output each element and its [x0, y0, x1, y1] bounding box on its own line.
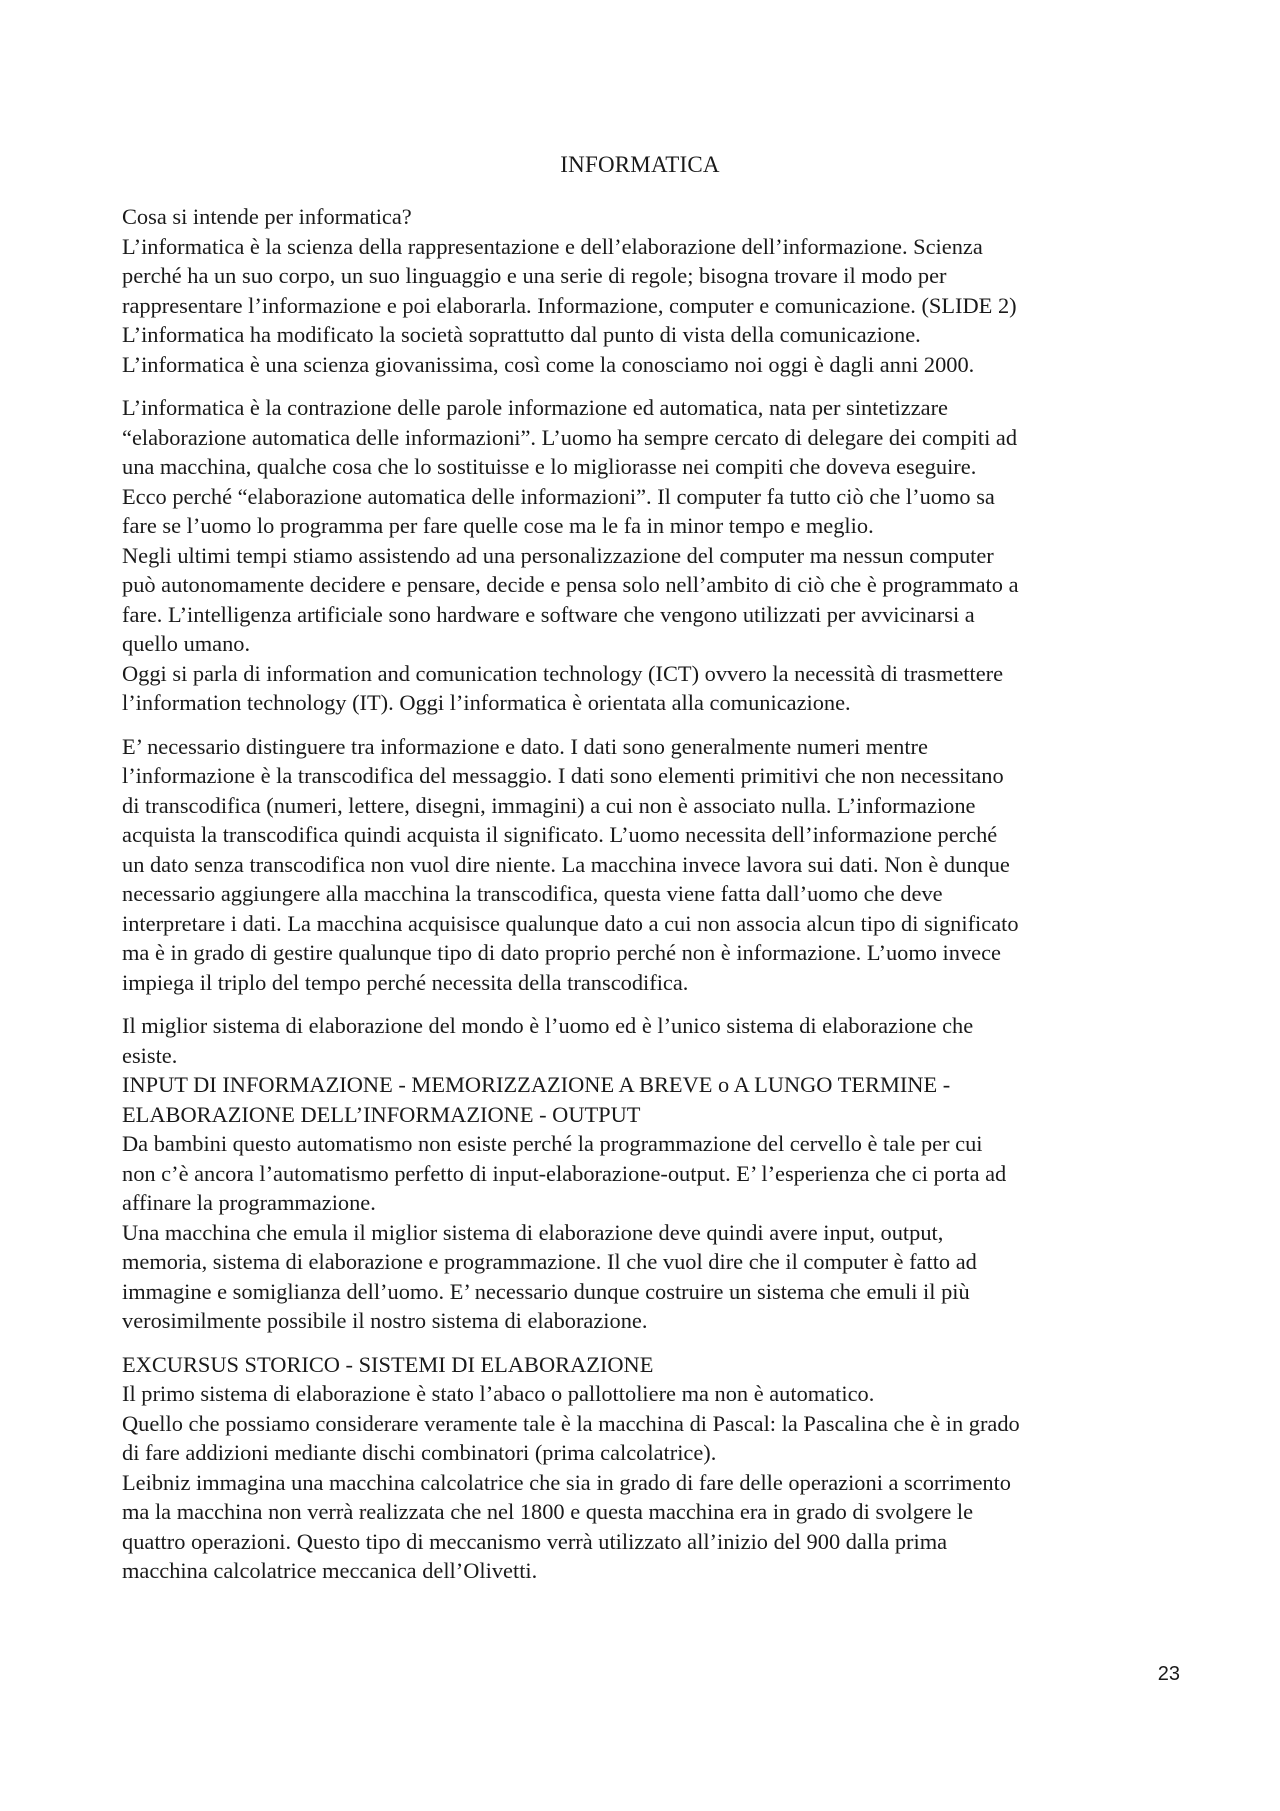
text-line: L’informatica è una scienza giovanissima, così come la conosciamo noi oggi è dagli anni 2000.	[122, 351, 975, 377]
text-line: Leibniz immagina una macchina calcolatrice che sia in grado di fare delle operazioni a scorrimento	[122, 1469, 1012, 1495]
section-heading-line: EXCURSUS STORICO - SISTEMI DI ELABORAZIONE	[122, 1351, 654, 1377]
text-line: fare se l’uomo lo programma per fare quelle cose ma le fa in minor tempo e meglio.	[122, 513, 874, 538]
page-number: 23	[1157, 1663, 1180, 1685]
text-line: esiste.	[122, 1042, 178, 1068]
text-line: quello umano.	[122, 631, 251, 656]
text-line: ma la macchina non verrà realizzata che nel 1800 e questa macchina era in grado di svolgere le	[122, 1499, 974, 1524]
text-line: Da bambini questo automatismo non esiste perché la programmazione del cervello è tale per cui	[122, 1131, 983, 1156]
paragraph	[122, 1011, 1162, 1336]
text-line: ma è in grado di gestire qualunque tipo di dato proprio perché non è informazione. L’uomo invece	[122, 940, 1001, 965]
text-line: “elaborazione automatica delle informazioni”. L’uomo ha sempre cercato di delegare dei compiti ad	[122, 424, 1018, 450]
text-line: Il miglior sistema di elaborazione del mondo è l’uomo ed è l’unico sistema di elaborazione che	[122, 1013, 974, 1038]
text-line: necessario aggiungere alla macchina la transcodifica, questa viene fatta dall’uomo che deve	[122, 881, 943, 906]
text-line: può autonomamente decidere e pensare, decide e pensa solo nell’ambito di ciò che è programmato a	[122, 572, 1019, 597]
text-line: macchina calcolatrice meccanica dell’Olivetti.	[122, 1558, 538, 1583]
text-line: memoria, sistema di elaborazione e programmazione. Il che vuol dire che il computer è fatto ad	[122, 1249, 977, 1274]
text-line: rappresentare l’informazione e poi elaborarla. Informazione, computer e comunicazione. (SLIDE 2)	[122, 292, 1017, 318]
text-line: l’informazione è la transcodifica del messaggio. I dati sono elementi primitivi che non necessitano	[122, 763, 1004, 788]
text-line: un dato senza transcodifica non vuol dire niente. La macchina invece lavora sui dati. Non è dunque	[122, 851, 1010, 877]
section-heading-line: ELABORAZIONE DELL’INFORMAZIONE - OUTPUT	[122, 1101, 641, 1127]
text-line: l’information technology (IT). Oggi l’informatica è orientata alla comunicazione.	[122, 690, 851, 715]
text-line: quattro operazioni. Questo tipo di meccanismo verrà utilizzato all’inizio del 900 dalla prima	[122, 1528, 948, 1554]
text-line: impiega il triplo del tempo perché necessita della transcodifica.	[122, 969, 689, 995]
section-heading-line: INPUT DI INFORMAZIONE - MEMORIZZAZIONE A BREVE o A LUNGO TERMINE -	[122, 1072, 951, 1097]
text-line: L’informatica ha modificato la società soprattutto dal punto di vista della comunicazione.	[122, 322, 921, 347]
text-line: di fare addizioni mediante dischi combinatori (prima calcolatrice).	[122, 1440, 717, 1465]
text-line: acquista la transcodifica quindi acquista il significato. L’uomo necessita dell’informazione perché	[122, 822, 998, 847]
paragraph	[122, 732, 1162, 998]
text-line: una macchina, qualche cosa che lo sostituisse e lo migliorasse nei compiti che doveva eseguire.	[122, 454, 977, 479]
text-line: Il primo sistema di elaborazione è stato l’abaco o pallottoliere ma non è automatico.	[122, 1381, 875, 1406]
text-line: verosimilmente possibile il nostro sistema di elaborazione.	[122, 1308, 648, 1333]
text-line: immagine e somiglianza dell’uomo. E’ necessario dunque costruire un sistema che emuli il più	[122, 1278, 970, 1304]
text-line: L’informatica è la scienza della rappresentazione e dell’elaborazione dell’informazione. Scienza	[122, 233, 983, 259]
text-line: fare. L’intelligenza artificiale sono hardware e software che vengono utilizzati per avvicinarsi a	[122, 601, 975, 627]
text-line: perché ha un suo corpo, un suo linguaggio e una serie di regole; bisogna trovare il modo per	[122, 263, 947, 288]
text-line: L’informatica è la contrazione delle parole informazione ed automatica, nata per sintetizzare	[122, 395, 948, 420]
paragraph	[122, 1350, 1162, 1586]
text-line: Ecco perché “elaborazione automatica delle informazioni”. Il computer fa tutto ciò che l’uomo sa	[122, 483, 995, 509]
text-line: di transcodifica (numeri, lettere, disegni, immagini) a cui non è associato nulla. L’informazione	[122, 792, 976, 818]
document-title: INFORMATICA	[560, 152, 720, 177]
text-line: interpretare i dati. La macchina acquisisce qualunque dato a cui non associa alcun tipo di significato	[122, 910, 1019, 936]
text-line: non c’è ancora l’automatismo perfetto di input-elaborazione-output. E’ l’esperienza che ci porta ad	[122, 1160, 1007, 1186]
paragraph	[122, 202, 1162, 379]
text-line: affinare la programmazione.	[122, 1190, 376, 1215]
text-line: Negli ultimi tempi stiamo assistendo ad una personalizzazione del computer ma nessun computer	[122, 542, 994, 568]
text-line: Oggi si parla di information and comunication technology (ICT) ovvero la necessità di trasmettere	[122, 660, 1004, 686]
paragraph	[122, 393, 1162, 718]
text-line: Quello che possiamo considerare veramente tale è la macchina di Pascal: la Pascalina che è in grado	[122, 1410, 1020, 1436]
document-body	[122, 202, 1162, 1600]
text-line: E’ necessario distinguere tra informazione e dato. I dati sono generalmente numeri mentre	[122, 733, 928, 759]
text-line: Cosa si intende per informatica?	[122, 204, 412, 229]
text-line: Una macchina che emula il miglior sistema di elaborazione deve quindi avere input, output,	[122, 1219, 944, 1245]
